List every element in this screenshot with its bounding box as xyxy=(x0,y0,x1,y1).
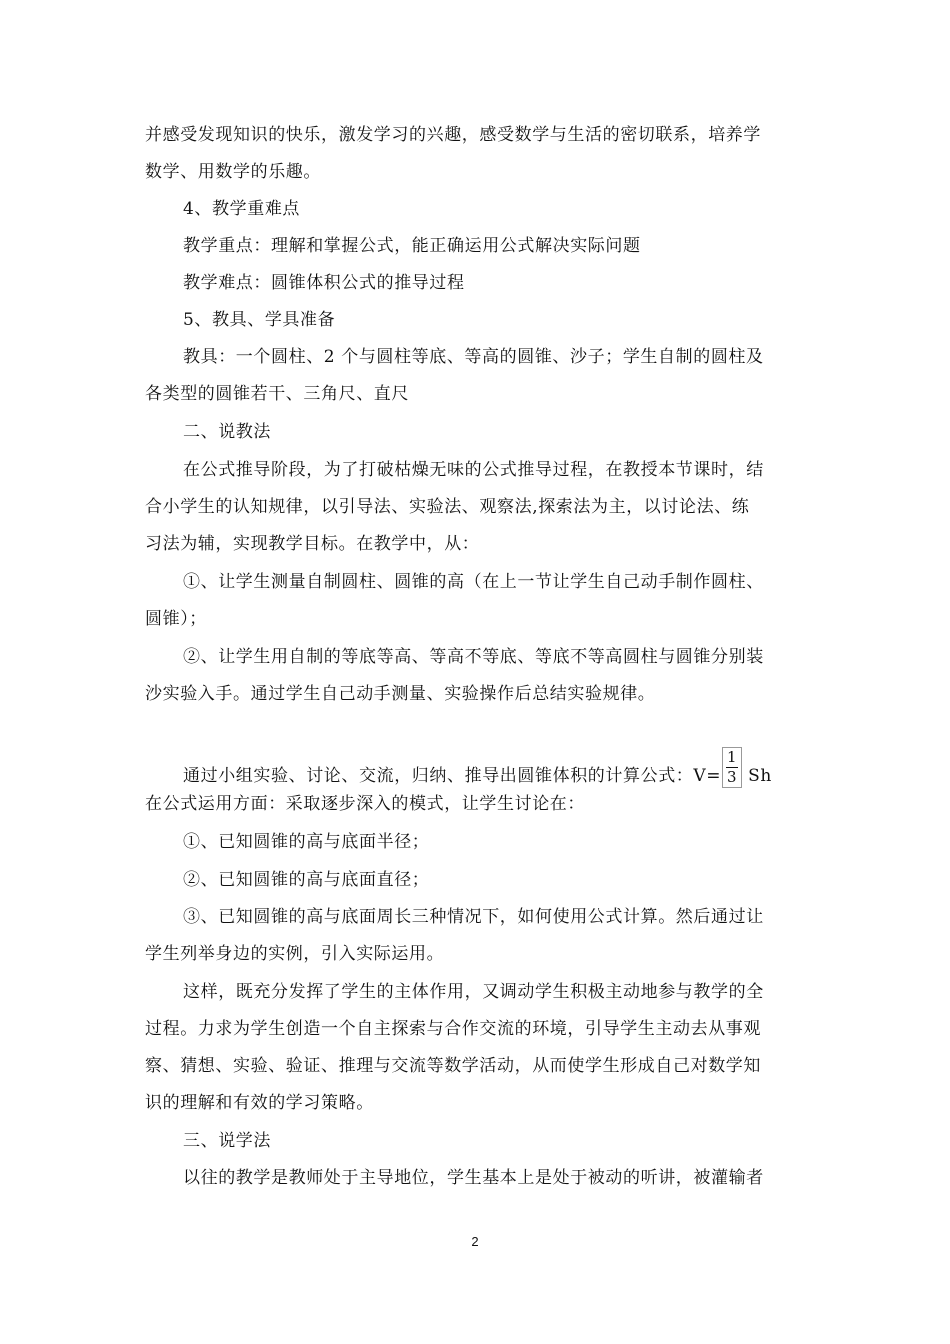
section-heading: 5、教具、学具准备 xyxy=(183,310,336,330)
text-line: ②、让学生用自制的等底等高、等高不等底、等底不等高圆柱与圆锥分别装 xyxy=(183,647,764,667)
text-line: 沙实验入手。通过学生自己动手测量、实验操作后总结实验规律。 xyxy=(145,684,656,704)
page-number: 2 xyxy=(471,1234,479,1249)
list-item: ②、已知圆锥的高与底面直径； xyxy=(183,870,430,890)
text-line: 教学重点：理解和掌握公式，能正确运用公式解决实际问题 xyxy=(183,236,641,256)
text-line: 并感受发现知识的快乐，激发学习的兴趣，感受数学与生活的密切联系，培养学 xyxy=(145,125,761,145)
text-line: 以往的教学是教师处于主导地位，学生基本上是处于被动的听讲，被灌输者 xyxy=(183,1168,764,1188)
text-line: 在公式运用方面：采取逐步深入的模式，让学生讨论在： xyxy=(145,794,585,814)
text-line: 过程。力求为学生创造一个自主探索与合作交流的环境，引导学生主动去从事观 xyxy=(145,1019,761,1039)
section-heading: 二、说教法 xyxy=(183,422,271,442)
text-line: 各类型的圆锥若干、三角尺、直尺 xyxy=(145,384,409,404)
section-heading: 4、教学重难点 xyxy=(183,199,301,219)
text-line: 识的理解和有效的学习策略。 xyxy=(145,1093,374,1113)
fraction-denominator: 3 xyxy=(727,768,738,786)
text-line: 学生列举身边的实例，引入实际运用。 xyxy=(145,944,445,964)
formula-text: 通过小组实验、讨论、交流，归纳、推导出圆锥体积的计算公式：V= xyxy=(183,765,722,786)
fraction-numerator: 1 xyxy=(727,748,738,766)
text-line: ①、让学生测量自制圆柱、圆锥的高（在上一节让学生自己动手制作圆柱、 xyxy=(183,572,764,592)
text-line: 察、猜想、实验、验证、推理与交流等数学活动，从而使学生形成自己对数学知 xyxy=(145,1056,761,1076)
formula-line xyxy=(183,748,810,796)
text-line: 圆锥）； xyxy=(145,609,207,629)
text-line: 数学、用数学的乐趣。 xyxy=(145,162,321,182)
text-line: 教具：一个圆柱、2 个与圆柱等底、等高的圆锥、沙子；学生自制的圆柱及 xyxy=(183,347,764,367)
section-heading: 三、说学法 xyxy=(183,1131,271,1151)
list-item: ③、已知圆锥的高与底面周长三种情况下，如何使用公式计算。然后通过让 xyxy=(183,907,764,927)
formula-suffix: Sh xyxy=(748,765,772,786)
fraction-one-third xyxy=(722,747,742,788)
text-line: 习法为辅，实现教学目标。在教学中，从： xyxy=(145,534,480,554)
text-line: 教学难点：圆锥体积公式的推导过程 xyxy=(183,273,465,293)
text-line: 这样，既充分发挥了学生的主体作用，又调动学生积极主动地参与教学的全 xyxy=(183,982,764,1002)
text-line: 在公式推导阶段，为了打破枯燥无味的公式推导过程，在教授本节课时，结 xyxy=(183,460,764,480)
text-line: 合小学生的认知规律，以引导法、实验法、观察法,探索法为主，以讨论法、练 xyxy=(145,497,750,517)
list-item: ①、已知圆锥的高与底面半径； xyxy=(183,832,430,852)
